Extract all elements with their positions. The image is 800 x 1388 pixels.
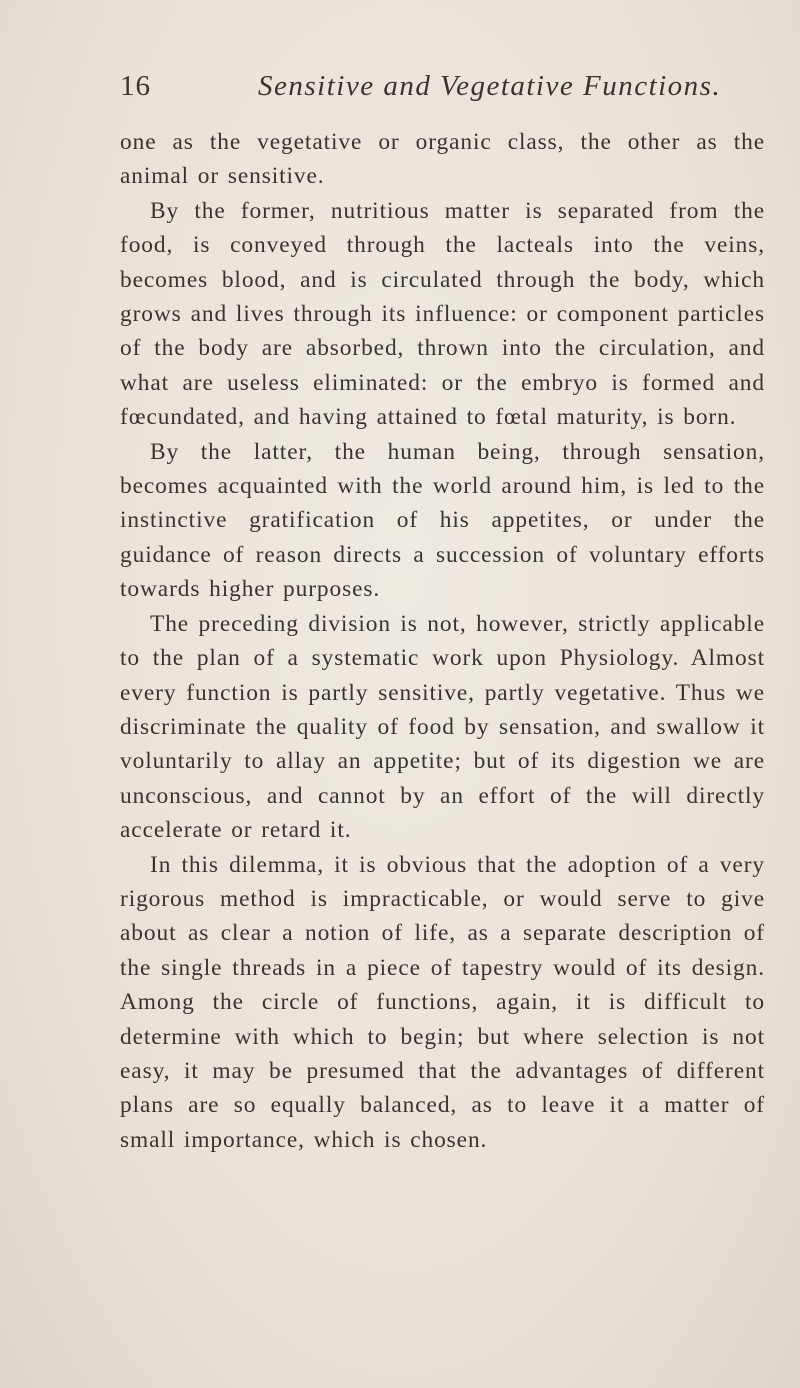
body-text	[120, 125, 765, 1157]
running-head	[120, 70, 760, 110]
paragraph-vegetative: By the former, nutritious matter is separated from the food, is conveyed through the lacteals into the veins, becomes blood, and is circulated through the body, which grows and lives through its influence: or component particles of the body are absorbed, thrown into the circulation, and what are useless eliminated: or the embryo is formed and fœcundated, and having attained to fœtal maturity, is born.	[120, 197, 765, 431]
paragraph-sensitive: By the latter, the human being, through sensation, becomes acquainted with the world around him, is led to the instinctive gratification of his appetites, or under the guidance of reason directs a succession of voluntary efforts towards higher purposes.	[120, 438, 765, 603]
paragraph-division: The preceding division is not, however, strictly applicable to the plan of a systematic work upon Physiology. Almost every function is partly sensitive, partly vegetative. Thus we discriminate the quality of food by sensation, and swallow it voluntarily to allay an appetite; but of its digestion we are unconscious, and cannot by an effort of the will directly accelerate or retard it.	[120, 610, 765, 844]
paragraph-dilemma: In this dilemma, it is obvious that the adoption of a very rigorous method is impracticable, or would serve to give about as clear a notion of life, as a separate description of the single threads in a piece of tapestry would of its design. Among the circle of functions, again, it is difficult to determine with which to begin; but where selection is not easy, it may be presumed that the advantages of different plans are so equally balanced, as to leave it a matter of small importance, which is chosen.	[120, 851, 765, 1153]
running-title: Sensitive and Vegetative Functions.	[258, 70, 722, 102]
page-number: 16	[120, 70, 151, 102]
paragraph-continued: one as the vegetative or organic class, the other as the animal or sensitive.	[120, 129, 765, 190]
